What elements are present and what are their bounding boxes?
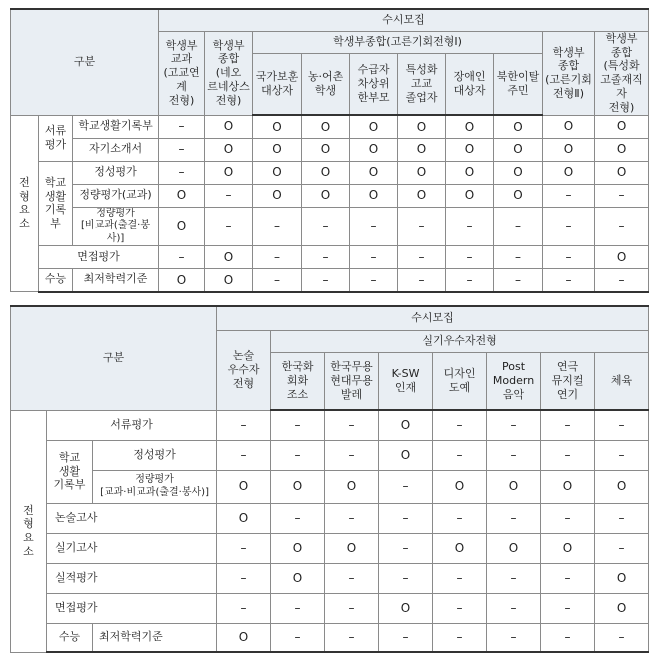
- table1-col-head: 국가보훈 대상자: [253, 53, 302, 115]
- cell-mark: –: [595, 623, 649, 652]
- row-label: 논술고사: [47, 503, 217, 533]
- cell-mark: –: [217, 440, 271, 470]
- cell-mark: –: [271, 593, 325, 623]
- cell-mark: O: [446, 184, 494, 207]
- cell-mark: –: [325, 593, 379, 623]
- cell-mark: –: [541, 503, 595, 533]
- cell-mark: –: [541, 623, 595, 652]
- cell-mark: O: [398, 184, 446, 207]
- cell-mark: –: [217, 563, 271, 593]
- cell-mark: O: [302, 184, 350, 207]
- cell-mark: O: [302, 161, 350, 184]
- table-row: [11, 138, 649, 161]
- table1-col-head: 특성화 고교 졸업자: [398, 53, 446, 115]
- cell-mark: O: [379, 593, 433, 623]
- cell-mark: O: [446, 161, 494, 184]
- row-label: 자기소개서: [73, 138, 159, 161]
- cell-mark: O: [543, 138, 595, 161]
- cell-mark: O: [325, 470, 379, 503]
- cell-mark: –: [595, 410, 649, 440]
- gibu-label: 학교 생활 기록부: [39, 161, 73, 246]
- cell-mark: O: [350, 138, 398, 161]
- suneung-label: 수능: [47, 623, 93, 652]
- cell-mark: –: [494, 246, 543, 269]
- cell-mark: –: [271, 503, 325, 533]
- cell-mark: –: [433, 503, 487, 533]
- cell-mark: –: [325, 623, 379, 652]
- cell-mark: –: [379, 533, 433, 563]
- cell-mark: –: [541, 410, 595, 440]
- cell-mark: O: [494, 184, 543, 207]
- cell-mark: –: [302, 246, 350, 269]
- table1-col-head: 수급자 차상위 한부모: [350, 53, 398, 115]
- cell-mark: O: [159, 207, 205, 246]
- cell-mark: O: [205, 138, 253, 161]
- cell-mark: O: [253, 138, 302, 161]
- cell-mark: O: [398, 161, 446, 184]
- cell-mark: –: [350, 269, 398, 292]
- cell-mark: O: [205, 161, 253, 184]
- admission-table-2: [10, 305, 648, 661]
- cell-mark: –: [595, 440, 649, 470]
- cell-mark: O: [205, 246, 253, 269]
- cell-mark: –: [159, 138, 205, 161]
- cell-mark: O: [595, 115, 649, 138]
- cell-mark: O: [446, 115, 494, 138]
- cell-mark: O: [541, 533, 595, 563]
- table2-col-head: K-SW 인재: [379, 352, 433, 410]
- cell-mark: –: [217, 593, 271, 623]
- cell-mark: –: [271, 440, 325, 470]
- cell-mark: –: [379, 503, 433, 533]
- row-label: 실기고사: [47, 533, 217, 563]
- cell-mark: –: [494, 269, 543, 292]
- cell-mark: –: [379, 470, 433, 503]
- row-label: 정성평가: [73, 161, 159, 184]
- cell-mark: –: [217, 533, 271, 563]
- cell-mark: O: [595, 593, 649, 623]
- cell-mark: –: [205, 207, 253, 246]
- table1-col-head: 학생부 교과 (고교연계 전형): [159, 31, 205, 115]
- cell-mark: O: [595, 138, 649, 161]
- cell-mark: O: [350, 184, 398, 207]
- table2-col-head: 디자인 도예: [433, 352, 487, 410]
- cell-mark: O: [494, 138, 543, 161]
- cell-mark: –: [271, 623, 325, 652]
- cell-mark: O: [446, 138, 494, 161]
- table2-col-head: 한국화 회화 조소: [271, 352, 325, 410]
- table-row: [11, 563, 649, 593]
- table2-side-label: 전 형 요 소: [11, 410, 47, 652]
- cell-mark: O: [487, 533, 541, 563]
- row-label: 정성평가: [93, 440, 217, 470]
- cell-mark: –: [541, 593, 595, 623]
- cell-mark: –: [541, 440, 595, 470]
- cell-mark: –: [433, 623, 487, 652]
- cell-mark: –: [487, 503, 541, 533]
- table2-col-head: 논술 우수자 전형: [217, 330, 271, 410]
- cell-mark: O: [217, 503, 271, 533]
- table1-col-head: 학생부 종합 (특성화 고졸재직자 전형): [595, 31, 649, 115]
- cell-mark: –: [159, 115, 205, 138]
- table1-sub-header: 학생부종합(고른기회전형Ⅰ): [253, 31, 543, 53]
- cell-mark: –: [325, 410, 379, 440]
- cell-mark: O: [253, 184, 302, 207]
- cell-mark: –: [487, 593, 541, 623]
- table2-col-head: 연극 뮤지컬 연기: [541, 352, 595, 410]
- cell-mark: –: [487, 410, 541, 440]
- table-row: [11, 410, 649, 440]
- cell-mark: –: [543, 184, 595, 207]
- cell-mark: O: [217, 623, 271, 652]
- row-label: 최저학력기준: [93, 623, 217, 652]
- cell-mark: –: [595, 184, 649, 207]
- cell-mark: –: [217, 410, 271, 440]
- cell-mark: –: [595, 269, 649, 292]
- table2-top-header: 수시모집: [217, 306, 649, 330]
- table1-col-head: 북한이탈 주민: [494, 53, 543, 115]
- table-2: [10, 305, 649, 653]
- cell-mark: O: [205, 269, 253, 292]
- table-row: [11, 207, 649, 246]
- cell-mark: O: [302, 138, 350, 161]
- cell-mark: –: [350, 246, 398, 269]
- cell-mark: O: [494, 115, 543, 138]
- cell-mark: O: [271, 533, 325, 563]
- row-label: 학교생활기록부: [73, 115, 159, 138]
- table-row: [11, 246, 649, 269]
- cell-mark: O: [350, 115, 398, 138]
- row-label: 면접평가: [39, 246, 159, 269]
- cell-mark: –: [446, 207, 494, 246]
- cell-mark: –: [487, 563, 541, 593]
- cell-mark: O: [595, 470, 649, 503]
- cell-mark: O: [302, 115, 350, 138]
- cell-mark: O: [271, 470, 325, 503]
- cell-mark: –: [398, 246, 446, 269]
- row-label: 실적평가: [47, 563, 217, 593]
- cell-mark: –: [159, 161, 205, 184]
- cell-mark: –: [433, 593, 487, 623]
- cell-mark: –: [398, 207, 446, 246]
- row-label: 정량평가 [교과·비교과(출결·봉사)]: [93, 470, 217, 503]
- table1-col-head: 장애인 대상자: [446, 53, 494, 115]
- cell-mark: O: [253, 161, 302, 184]
- cell-mark: –: [253, 207, 302, 246]
- cell-mark: –: [543, 269, 595, 292]
- cell-mark: O: [159, 184, 205, 207]
- cell-mark: O: [253, 115, 302, 138]
- table1-col-head: 농·어촌 학생: [302, 53, 350, 115]
- admission-table-1: [10, 8, 648, 286]
- table1-col-head: 학생부 종합 (고른기회 전형Ⅱ): [543, 31, 595, 115]
- cell-mark: –: [543, 246, 595, 269]
- table-row: [11, 440, 649, 470]
- row-label: 정량평가(교과): [73, 184, 159, 207]
- cell-mark: –: [253, 269, 302, 292]
- cell-mark: –: [253, 246, 302, 269]
- table-row: [11, 184, 649, 207]
- table-row: [11, 161, 649, 184]
- cell-mark: –: [325, 563, 379, 593]
- suneung-label: 수능: [39, 269, 73, 292]
- cell-mark: O: [543, 161, 595, 184]
- cell-mark: O: [494, 161, 543, 184]
- cell-mark: O: [595, 246, 649, 269]
- cell-mark: –: [379, 623, 433, 652]
- cell-mark: O: [217, 470, 271, 503]
- cell-mark: –: [595, 207, 649, 246]
- table-row: [11, 470, 649, 503]
- cell-mark: –: [541, 563, 595, 593]
- cell-mark: –: [595, 503, 649, 533]
- row-label: 최저학력기준: [73, 269, 159, 292]
- table2-col-head: 한국무용 현대무용 발레: [325, 352, 379, 410]
- cell-mark: O: [433, 470, 487, 503]
- cell-mark: –: [595, 533, 649, 563]
- cell-mark: –: [446, 246, 494, 269]
- cell-mark: O: [379, 410, 433, 440]
- table1-group-header: 구분: [11, 9, 159, 115]
- cell-mark: –: [302, 269, 350, 292]
- table2-col-head: Post Modern 음악: [487, 352, 541, 410]
- cell-mark: O: [595, 563, 649, 593]
- table-row: [11, 533, 649, 563]
- cell-mark: –: [487, 623, 541, 652]
- table-1: [10, 8, 649, 293]
- cell-mark: O: [398, 115, 446, 138]
- cell-mark: –: [433, 563, 487, 593]
- cell-mark: O: [595, 161, 649, 184]
- table2-group-header: 구분: [11, 306, 217, 410]
- table1-col-head: 학생부 종합 (네오 르네상스 전형): [205, 31, 253, 115]
- cell-mark: –: [205, 184, 253, 207]
- cell-mark: –: [487, 440, 541, 470]
- cell-mark: –: [302, 207, 350, 246]
- table1-side-label: 전 형 요 소: [11, 115, 39, 292]
- row-label: 면접평가: [47, 593, 217, 623]
- cell-mark: –: [350, 207, 398, 246]
- cell-mark: –: [325, 440, 379, 470]
- cell-mark: –: [379, 563, 433, 593]
- seoryu-label: 서류 평가: [39, 115, 73, 161]
- cell-mark: O: [159, 269, 205, 292]
- table-row: [11, 593, 649, 623]
- table1-top-header: 수시모집: [159, 9, 649, 31]
- cell-mark: –: [159, 246, 205, 269]
- cell-mark: O: [271, 563, 325, 593]
- cell-mark: –: [398, 269, 446, 292]
- cell-mark: –: [433, 440, 487, 470]
- gibu-label: 학교 생활 기록부: [47, 440, 93, 503]
- row-label: 서류평가: [47, 410, 217, 440]
- row-label: 정량평가 [비교과(출결·봉사)]: [73, 207, 159, 246]
- table-row: [11, 503, 649, 533]
- cell-mark: –: [433, 410, 487, 440]
- cell-mark: O: [541, 470, 595, 503]
- cell-mark: –: [543, 207, 595, 246]
- cell-mark: O: [205, 115, 253, 138]
- cell-mark: O: [398, 138, 446, 161]
- cell-mark: O: [487, 470, 541, 503]
- cell-mark: –: [446, 269, 494, 292]
- table-row: [11, 115, 649, 138]
- cell-mark: O: [325, 533, 379, 563]
- cell-mark: –: [494, 207, 543, 246]
- cell-mark: –: [271, 410, 325, 440]
- cell-mark: –: [325, 503, 379, 533]
- table2-col-head: 체육: [595, 352, 649, 410]
- cell-mark: O: [433, 533, 487, 563]
- table2-sub-header: 실기우수자전형: [271, 330, 649, 352]
- cell-mark: O: [543, 115, 595, 138]
- table-row: [11, 269, 649, 292]
- table-row: [11, 623, 649, 652]
- cell-mark: O: [350, 161, 398, 184]
- cell-mark: O: [379, 440, 433, 470]
